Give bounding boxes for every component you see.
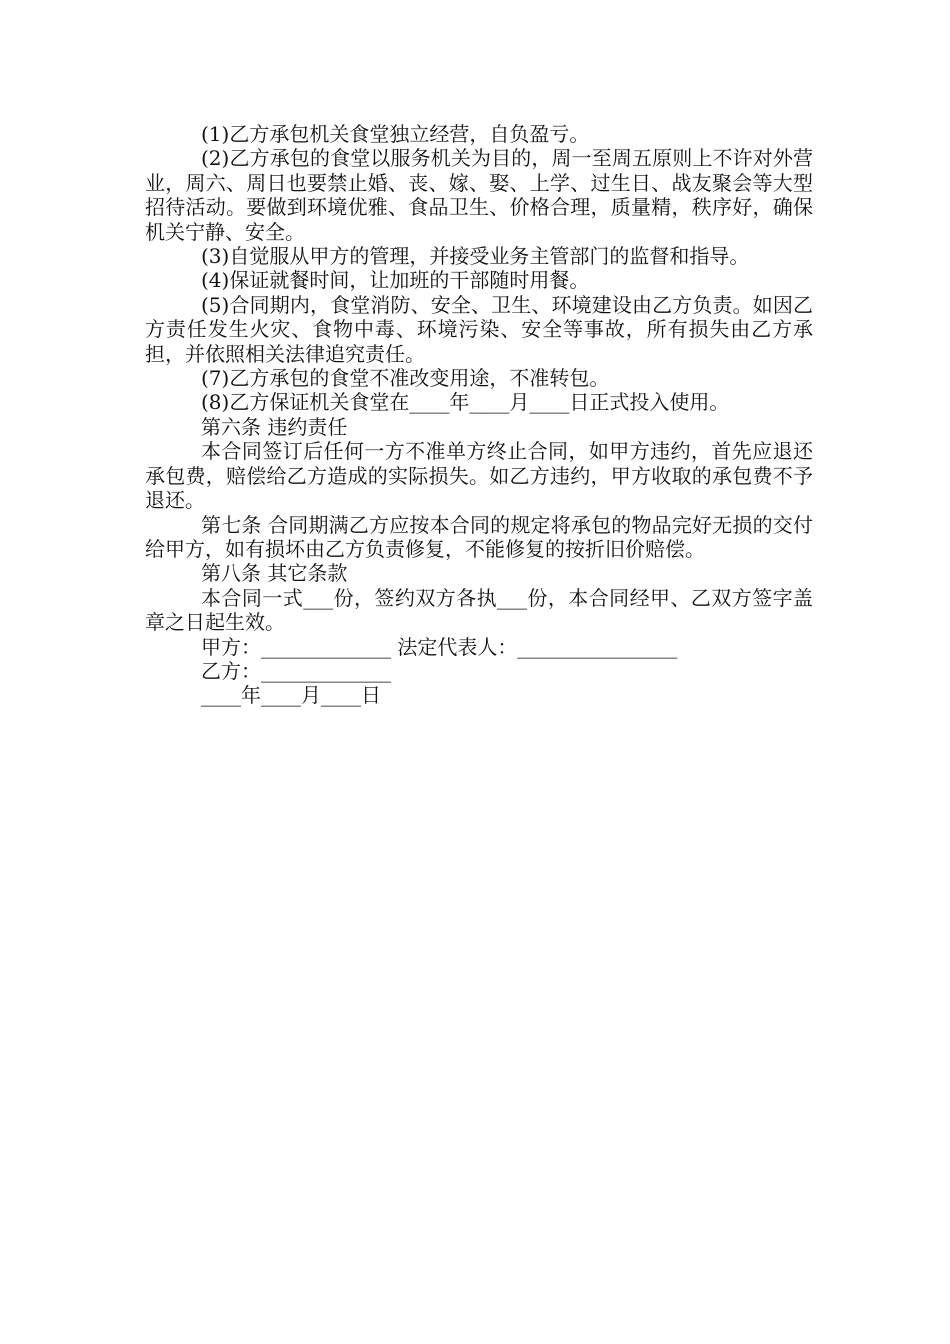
clause-7: (7)乙方承包的食堂不准改变用途，不准转包。	[201, 366, 610, 391]
article-7: 第七条 合同期满乙方应按本合同的规定将承包的物品完好无损的交付给甲方，如有损坏由乙方负责修复，不能修复的按折旧价赔偿。	[145, 512, 813, 561]
contract-page	[145, 122, 813, 708]
clause-4: (4)保证就餐时间，让加班的干部随时用餐。	[201, 268, 590, 293]
signature-date: ____年____月____日	[201, 683, 381, 708]
article-8-heading: 第八条 其它条款	[201, 561, 348, 586]
clause-1: (1)乙方承包机关食堂独立经营，自负盈亏。	[201, 122, 590, 146]
article-6-heading: 第六条 违约责任	[201, 414, 348, 439]
clause-8: (8)乙方保证机关食堂在____年____月____日正式投入使用。	[201, 390, 730, 415]
signature-party-b: 乙方：_____________	[201, 658, 391, 683]
clause-5: (5)合同期内，食堂消防、安全、卫生、环境建设由乙方负责。如因乙方责任发生火灾、食物中毒、环境污染、安全等事故，所有损失由乙方承担，并依照相关法律追究责任。	[145, 292, 813, 366]
article-8-body: 本合同一式___份，签约双方各执___份，本合同经甲、乙双方签字盖章之日起生效。	[145, 585, 813, 635]
article-6-body: 本合同签订后任何一方不准单方终止合同，如甲方违约，首先应退还承包费，赔偿给乙方造成的实际损失。如乙方违约，甲方收取的承包费不予退还。	[145, 439, 813, 513]
clause-3: (3)自觉服从甲方的管理，并接受业务主管部门的监督和指导。	[201, 244, 750, 269]
clause-2: (2)乙方承包的食堂以服务机关为目的，周一至周五原则上不许对外营业，周六、周日也要禁止婚、丧、嫁、娶、上学、过生日、战友聚会等大型招待活动。要做到环境优雅、食品卫生、价格合理，质量精，秩序好，确保机关宁静、安全。	[145, 146, 813, 244]
signature-party-a: 甲方：_____________ 法定代表人：________________	[201, 634, 678, 659]
